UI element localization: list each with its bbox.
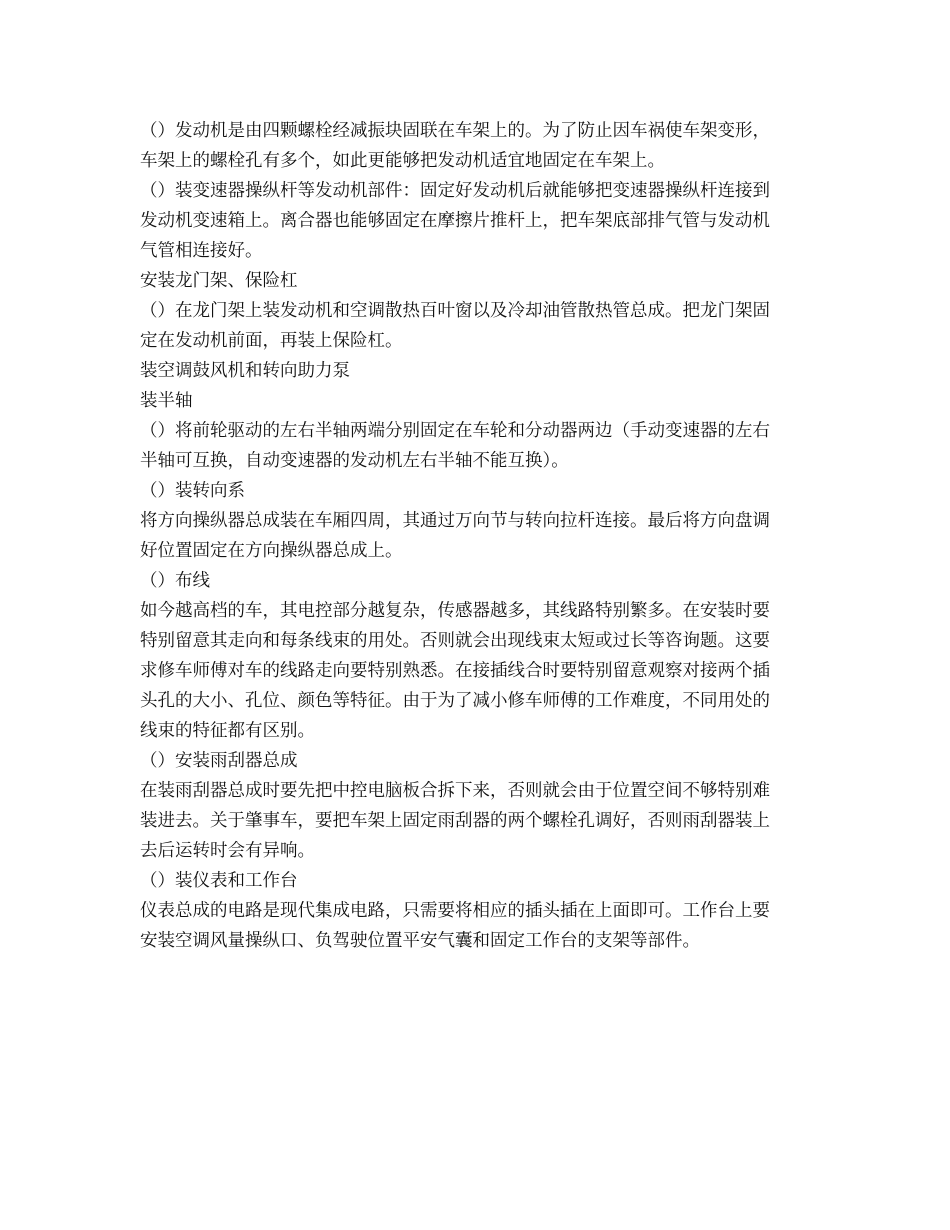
section-heading: （）装仪表和工作台	[140, 871, 298, 891]
text-line: 半轴可互换，自动变速器的发动机左右半轴不能互换）。	[140, 451, 569, 471]
text-line: 将方向操纵器总成装在车厢四周，其通过万向节与转向拉杆连接。最后将方向盘调	[140, 511, 770, 531]
text-line: 气管相连接好。	[140, 241, 263, 261]
section-heading: 装半轴	[140, 391, 193, 411]
section-heading: 装空调鼓风机和转向助力泵	[140, 361, 350, 381]
paragraph-half-shaft	[140, 416, 812, 476]
section-heading: （）安装雨刮器总成	[140, 751, 298, 771]
paragraph-wiper	[140, 776, 812, 866]
text-line: 如今越高档的车，其电控部分越复杂，传感器越多，其线路特别繁多。在安装时要	[140, 601, 770, 621]
text-line: （）将前轮驱动的左右半轴两端分别固定在车轮和分动器两边（手动变速器的左右	[140, 421, 770, 441]
text-line: 仪表总成的电路是现代集成电路，只需要将相应的插头插在上面即可。工作台上要	[140, 901, 770, 921]
text-line: 在装雨刮器总成时要先把中控电脑板合拆下来，否则就会由于位置空间不够特别难	[140, 781, 770, 801]
section-heading: 安装龙门架、保险杠	[140, 271, 298, 291]
text-line: （）在龙门架上装发动机和空调散热百叶窗以及冷却油管散热管总成。把龙门架固	[140, 301, 770, 321]
text-line: 车架上的螺栓孔有多个，如此更能够把发动机适宜地固定在车架上。	[140, 151, 665, 171]
paragraph-wiring	[140, 596, 812, 746]
document-body	[140, 116, 812, 956]
paragraph-shift-lever	[140, 176, 812, 266]
text-line: 去后运转时会有异响。	[140, 841, 315, 861]
section-heading: （）装转向系	[140, 481, 245, 501]
text-line: 求修车师傅对车的线路走向要特别熟悉。在接插线合时要特别留意观察对接两个插	[140, 661, 770, 681]
paragraph-dashboard	[140, 896, 812, 956]
text-line: 安装空调风量操纵口、负驾驶位置平安气囊和固定工作台的支架等部件。	[140, 931, 700, 951]
text-line: 头孔的大小、孔位、颜色等特征。由于为了减小修车师傅的工作难度，不同用处的	[140, 691, 770, 711]
text-line: （）发动机是由四颗螺栓经减振块固联在车架上的。为了防止因车祸使车架变形，	[140, 121, 770, 141]
paragraph-gantry	[140, 296, 812, 356]
text-line: 好位置固定在方向操纵器总成上。	[140, 541, 403, 561]
text-line: 特别留意其走向和每条线束的用处。否则就会出现线束太短或过长等咨询题。这要	[140, 631, 770, 651]
paragraph-steering	[140, 506, 812, 566]
section-heading: （）布线	[140, 571, 210, 591]
text-line: 线束的特征都有区别。	[140, 721, 315, 741]
text-line: 定在发动机前面，再装上保险杠。	[140, 331, 403, 351]
text-line: 发动机变速箱上。离合器也能够固定在摩擦片推杆上，把车架底部排气管与发动机	[140, 211, 770, 231]
text-line: （）装变速器操纵杆等发动机部件：固定好发动机后就能够把变速器操纵杆连接到	[140, 181, 770, 201]
paragraph-engine-mount	[140, 116, 812, 176]
text-line: 装进去。关于肇事车，要把车架上固定雨刮器的两个螺栓孔调好，否则雨刮器装上	[140, 811, 770, 831]
